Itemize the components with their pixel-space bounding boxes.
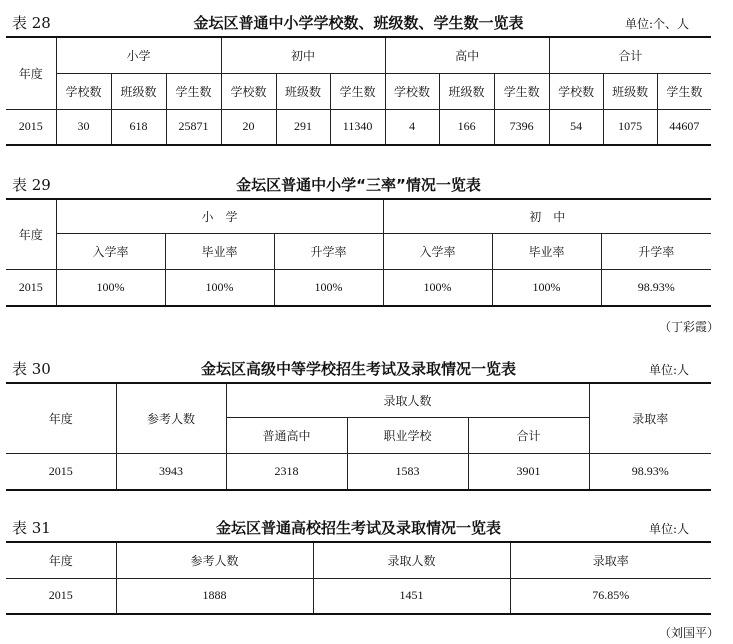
- value-cell: 100%: [492, 269, 601, 306]
- value-cell: 2318: [226, 453, 347, 490]
- table-28-header: [6, 10, 711, 36]
- group-header: 初中: [221, 37, 385, 73]
- value-cell: 1583: [347, 453, 468, 490]
- value-cell: 44607: [657, 109, 711, 145]
- examinees-cell: 1888: [116, 578, 313, 614]
- group-header: 小学: [56, 37, 221, 73]
- table-28: [6, 36, 711, 146]
- subheader: 学校数: [385, 73, 439, 109]
- rate-header: 录取率: [589, 383, 711, 453]
- subheader: 学校数: [221, 73, 276, 109]
- examinees-cell: 3943: [116, 453, 226, 490]
- table-row: [6, 453, 711, 490]
- subheader: 学生数: [166, 73, 221, 109]
- year-cell: 2015: [6, 578, 116, 614]
- table-30: [6, 382, 711, 491]
- value-cell: 11340: [330, 109, 385, 145]
- table-row: [6, 109, 711, 145]
- examinees-header: 参考人数: [116, 383, 226, 453]
- admitted-cell: 1451: [313, 578, 510, 614]
- subheader: 入学率: [56, 233, 165, 269]
- value-cell: 7396: [494, 109, 549, 145]
- year-header: 年度: [6, 199, 56, 269]
- subheader: 合计: [468, 417, 589, 453]
- subheader: 毕业率: [165, 233, 274, 269]
- table-31-block: [6, 515, 711, 615]
- source-credit: （刘国平）: [658, 626, 719, 640]
- subheader: 入学率: [383, 233, 492, 269]
- group-header: 初 中: [383, 199, 711, 233]
- value-cell: 291: [276, 109, 330, 145]
- table-number: 表 28: [12, 14, 51, 32]
- group-header: 高中: [385, 37, 549, 73]
- table-title: 金坛区普通中小学学校数、班级数、学生数一览表: [193, 14, 524, 32]
- subheader: 毕业率: [492, 233, 601, 269]
- year-cell: 2015: [6, 109, 56, 145]
- subheader: 学校数: [549, 73, 603, 109]
- admitted-header: 录取人数: [313, 542, 510, 578]
- table-30-block: [6, 356, 711, 491]
- source-credit: （丁彩霞）: [658, 320, 719, 334]
- rate-header: 录取率: [510, 542, 711, 578]
- table-31-header: [6, 515, 711, 541]
- subheader: 班级数: [439, 73, 494, 109]
- table-29-header: [6, 172, 711, 198]
- unit-label: 单位:个、人: [624, 17, 689, 31]
- value-cell: 100%: [274, 269, 383, 306]
- table-28-block: [6, 10, 711, 146]
- value-cell: 98.93%: [601, 269, 711, 306]
- subheader: 学生数: [330, 73, 385, 109]
- subheader: 升学率: [274, 233, 383, 269]
- table-30-header: [6, 356, 711, 382]
- table-number: 表 29: [12, 176, 51, 194]
- rate-cell: 76.85%: [510, 578, 711, 614]
- table-number: 表 31: [12, 519, 51, 537]
- subheader: 班级数: [603, 73, 657, 109]
- subheader: 学生数: [494, 73, 549, 109]
- table-29: [6, 198, 711, 307]
- table-29-block: [6, 172, 711, 307]
- examinees-header: 参考人数: [116, 542, 313, 578]
- table-row: [6, 578, 711, 614]
- table-title: 金坛区高级中等学校招生考试及录取情况一览表: [200, 360, 516, 378]
- value-cell: 618: [111, 109, 166, 145]
- table-number: 表 30: [12, 360, 51, 378]
- table-title: 金坛区普通中小学“三率”情况一览表: [236, 176, 481, 194]
- subheader: 职业学校: [347, 417, 468, 453]
- table-31: [6, 541, 711, 615]
- value-cell: 25871: [166, 109, 221, 145]
- group-header: 合计: [549, 37, 711, 73]
- group-header: 小 学: [56, 199, 383, 233]
- value-cell: 20: [221, 109, 276, 145]
- rate-cell: 98.93%: [589, 453, 711, 490]
- subheader: 班级数: [111, 73, 166, 109]
- year-header: 年度: [6, 383, 116, 453]
- table-row: [6, 269, 711, 306]
- admitted-header: 录取人数: [226, 383, 589, 417]
- year-cell: 2015: [6, 453, 116, 490]
- unit-label: 单位:人: [648, 522, 689, 536]
- value-cell: 166: [439, 109, 494, 145]
- value-cell: 100%: [165, 269, 274, 306]
- year-header: 年度: [6, 37, 56, 109]
- subheader: 班级数: [276, 73, 330, 109]
- subheader: 学生数: [657, 73, 711, 109]
- value-cell: 100%: [56, 269, 165, 306]
- value-cell: 4: [385, 109, 439, 145]
- subheader: 升学率: [601, 233, 711, 269]
- year-cell: 2015: [6, 269, 56, 306]
- value-cell: 30: [56, 109, 111, 145]
- value-cell: 1075: [603, 109, 657, 145]
- year-header: 年度: [6, 542, 116, 578]
- value-cell: 3901: [468, 453, 589, 490]
- subheader: 普通高中: [226, 417, 347, 453]
- value-cell: 54: [549, 109, 603, 145]
- subheader: 学校数: [56, 73, 111, 109]
- unit-label: 单位:人: [648, 363, 689, 377]
- value-cell: 100%: [383, 269, 492, 306]
- table-title: 金坛区普通高校招生考试及录取情况一览表: [215, 519, 501, 537]
